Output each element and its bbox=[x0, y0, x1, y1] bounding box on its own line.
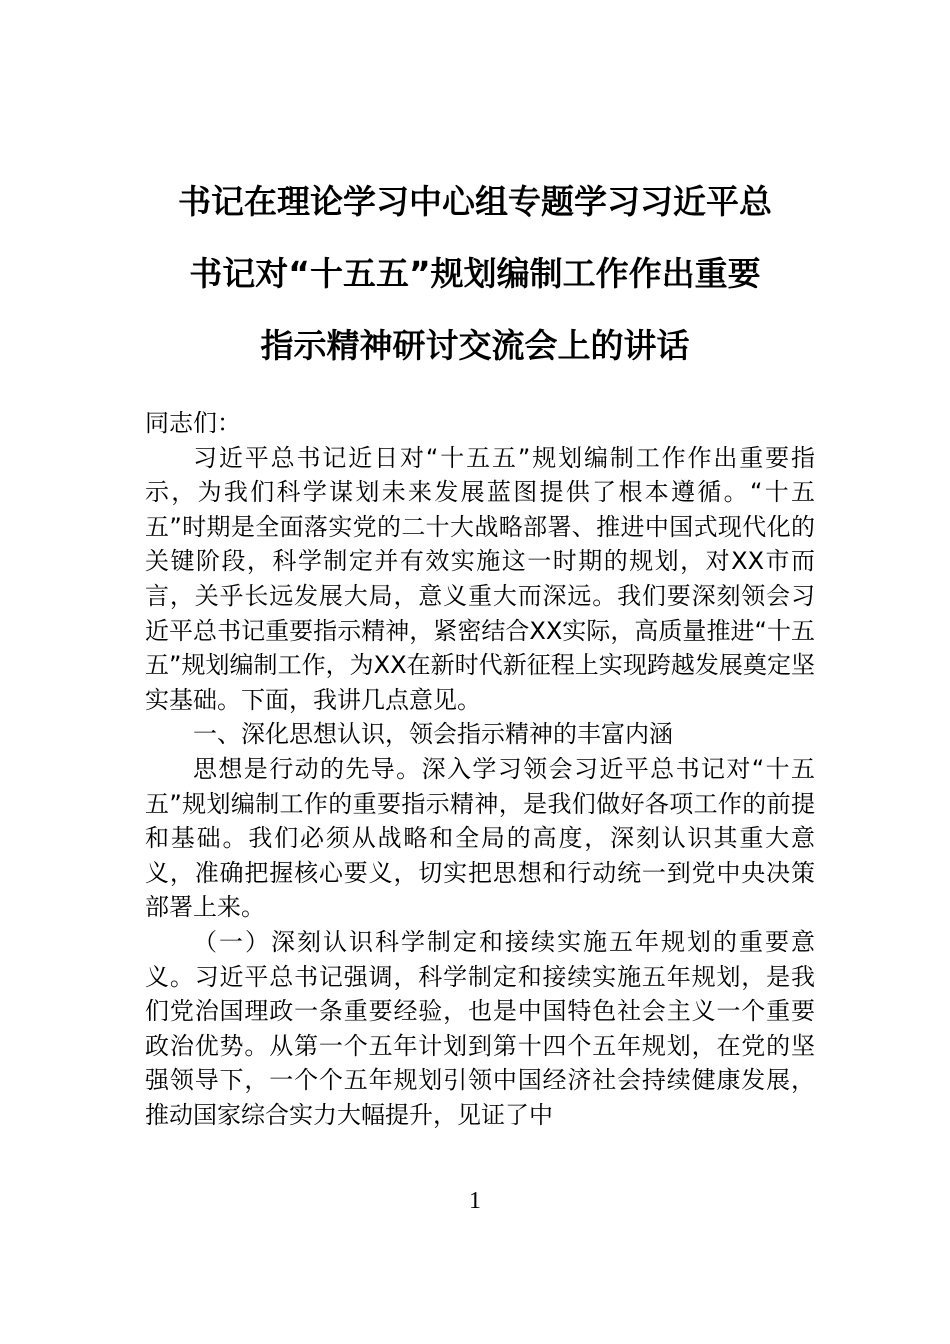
paragraph-intro: 习近平总书记近日对“十五五”规划编制工作作出重要指示，为我们科学谋划未来发展蓝图提供了根本遵循。“十五五”时期是全面落实党的二十大战略部署、推进中国式现代化的关键阶段，科学制定并有效实施这一时期的规划，对XX市而言，关乎长远发展大局，意义重大而深远。我们要深刻领会习近平总书记重要指示精神，紧密结合XX实际，高质量推进“十五五”规划编制工作，为XX在新时代新征程上实现跨越发展奠定坚实基础。下面，我讲几点意见。 bbox=[145, 443, 815, 714]
title-line-2: 书记对“十五五”规划编制工作作出重要 bbox=[189, 254, 761, 293]
document-title bbox=[110, 166, 840, 382]
title-line-3: 指示精神研讨交流会上的讲话 bbox=[260, 326, 690, 365]
paragraph-section-1: 思想是行动的先导。深入学习领会习近平总书记对“十五五”规划编制工作的重要指示精神，是我们做好各项工作的前提和基础。我们必须从战略和全局的高度，深刻认识其重大意义，准确把握核心要义，切实把思想和行动统一到党中央决策部署上来。 bbox=[145, 754, 815, 922]
salutation: 同志们： bbox=[145, 409, 241, 437]
page-number: 1 bbox=[469, 1188, 481, 1214]
paragraph-subsection-1: （一）深刻认识科学制定和接续实施五年规划的重要意义。习近平总书记强调，科学制定和接续实施五年规划，是我们党治国理政一条重要经验，也是中国特色社会主义一个重要政治优势。从第一个五年计划到第十四个五年规划，在党的坚强领导下，一个个五年规划引领中国经济社会持续健康发展，推动国家综合实力大幅提升，见证了中 bbox=[145, 927, 815, 1129]
title-line-1: 书记在理论学习中心组专题学习习近平总 bbox=[178, 182, 772, 221]
section-heading-1: 一、深化思想认识，领会指示精神的丰富内涵 bbox=[193, 720, 673, 749]
document-body bbox=[145, 406, 815, 1132]
